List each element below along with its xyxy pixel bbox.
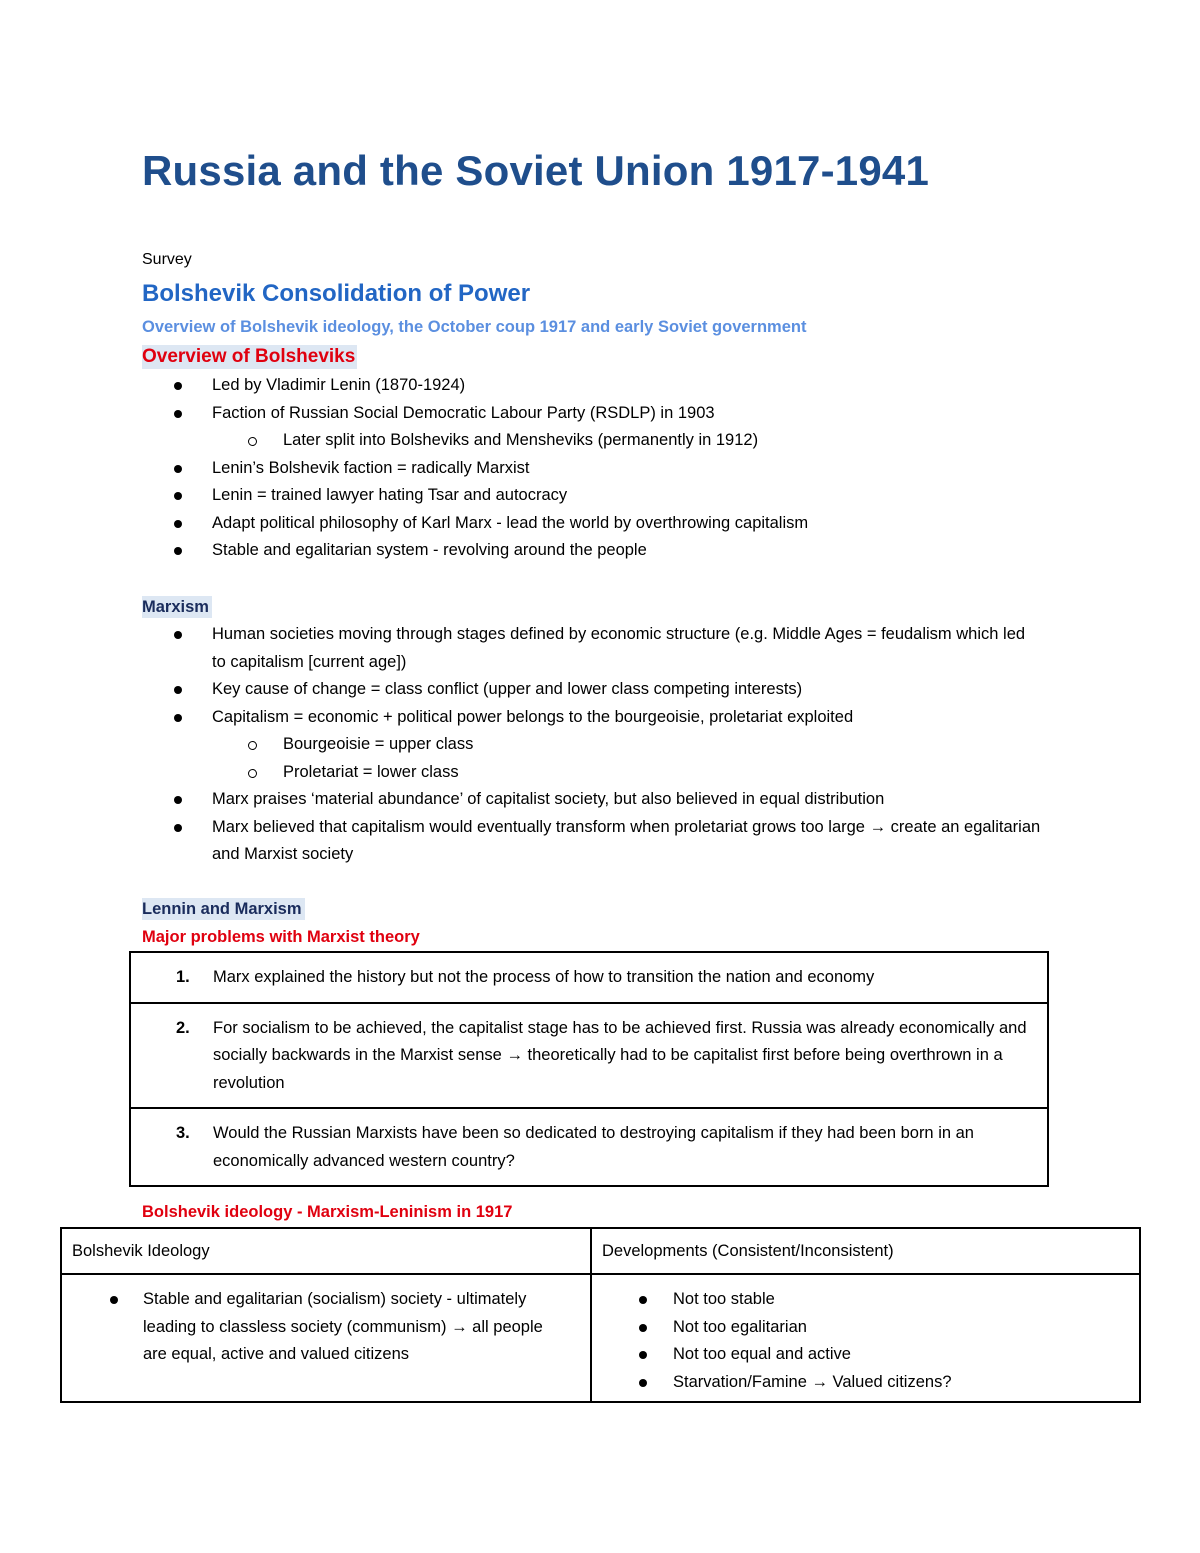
table-row <box>131 1004 1047 1110</box>
list-item: Marx praises ‘material abundance’ of capitalist society, but also believed in equal distribution <box>0 786 1042 814</box>
document-title: Russia and the Soviet Union 1917-1941 <box>142 147 930 194</box>
list-item: Starvation/Famine → Valued citizens? <box>593 1369 1138 1397</box>
list-item: Proletariat = lower class <box>0 759 1043 787</box>
list-item: Not too equal and active <box>593 1341 1138 1369</box>
bullet-icon <box>174 492 182 500</box>
list-item: Stable and egalitarian system - revolving around the people <box>0 537 1042 565</box>
column-header: Developments (Consistent/Inconsistent) <box>591 1228 1140 1274</box>
problems-table <box>129 951 1049 1187</box>
list-item: Key cause of change = class conflict (upper and lower class competing interests) <box>0 676 1042 704</box>
list-item: Later split into Bolsheviks and Mensheviks (permanently in 1912) <box>0 427 1043 455</box>
hollow-bullet-icon <box>248 437 257 446</box>
list-item: Adapt political philosophy of Karl Marx - lead the world by overthrowing capitalism <box>0 510 1042 538</box>
overview-list <box>0 372 1043 565</box>
table-row <box>131 1109 1047 1185</box>
bullet-icon <box>174 465 182 473</box>
table-row <box>131 953 1047 1004</box>
row-text: Would the Russian Marxists have been so dedicated to destroying capitalism if they had been born in an economically advanced western country? <box>213 1124 974 1170</box>
bullet-icon <box>174 520 182 528</box>
bullet-icon <box>639 1296 647 1304</box>
list-item: Not too egalitarian <box>593 1314 1138 1342</box>
list-item: Faction of Russian Social Democratic Labour Party (RSDLP) in 1903 <box>0 400 1042 428</box>
bullet-icon <box>174 686 182 694</box>
survey-label: Survey <box>142 251 192 268</box>
bullet-icon <box>174 824 182 832</box>
section-heading: Bolshevik Consolidation of Power <box>142 280 531 307</box>
bullet-icon <box>174 714 182 722</box>
table-cell <box>591 1274 1140 1402</box>
table-cell <box>61 1274 591 1402</box>
hollow-bullet-icon <box>248 769 257 778</box>
list-item: Lenin’s Bolshevik faction = radically Marxist <box>0 455 1042 483</box>
ideology-table <box>60 1227 1141 1403</box>
bullet-icon <box>639 1324 647 1332</box>
bullet-icon <box>174 410 182 418</box>
list-item: Led by Vladimir Lenin (1870-1924) <box>0 372 1042 400</box>
problems-label: Major problems with Marxist theory <box>142 928 420 946</box>
bullet-icon <box>639 1379 647 1387</box>
row-number: 1. <box>176 968 190 986</box>
list-item: Stable and egalitarian (socialism) society - ultimately leading to classless society (communism) → all people are equal, active and valued citizens <box>63 1286 589 1369</box>
row-text: For socialism to be achieved, the capitalist stage has to be achieved first. Russia was already economically and socially backwards in the Marxist sense → theoretically had to be capitalist first before being overthrown in a revolution <box>213 1018 1027 1092</box>
overview-heading: Overview of Bolsheviks <box>142 346 356 367</box>
bullet-icon <box>174 796 182 804</box>
list-item: Not too stable <box>593 1286 1138 1314</box>
table-row <box>61 1274 1140 1402</box>
section-subtitle: Overview of Bolshevik ideology, the October coup 1917 and early Soviet government <box>142 318 807 336</box>
bullet-icon <box>174 382 182 390</box>
marxism-heading: Marxism <box>142 596 212 618</box>
list-item: Capitalism = economic + political power belongs to the bourgeoisie, proletariat exploited <box>0 704 1042 732</box>
row-text: Marx explained the history but not the process of how to transition the nation and economy <box>213 968 875 986</box>
row-number: 3. <box>176 1124 190 1142</box>
bullet-icon <box>639 1351 647 1359</box>
bullet-icon <box>174 631 182 639</box>
lenin-heading: Lennin and Marxism <box>142 898 305 920</box>
list-item: Lenin = trained lawyer hating Tsar and autocracy <box>0 482 1042 510</box>
table-header-row <box>61 1228 1140 1274</box>
bullet-icon <box>174 547 182 555</box>
column-header: Bolshevik Ideology <box>61 1228 591 1274</box>
list-item: Marx believed that capitalism would eventually transform when proletariat grows too large → create an egalitarian and Marxist society <box>0 814 1042 869</box>
row-number: 2. <box>176 1018 190 1037</box>
bullet-icon <box>110 1296 118 1304</box>
hollow-bullet-icon <box>248 741 257 750</box>
list-item: Bourgeoisie = upper class <box>0 731 1043 759</box>
list-item: Human societies moving through stages defined by economic structure (e.g. Middle Ages = feudalism which led to capitalism [current age]) <box>0 621 1042 676</box>
marxism-list <box>0 621 1043 869</box>
ideology-label: Bolshevik ideology - Marxism-Leninism in 1917 <box>142 1203 513 1221</box>
